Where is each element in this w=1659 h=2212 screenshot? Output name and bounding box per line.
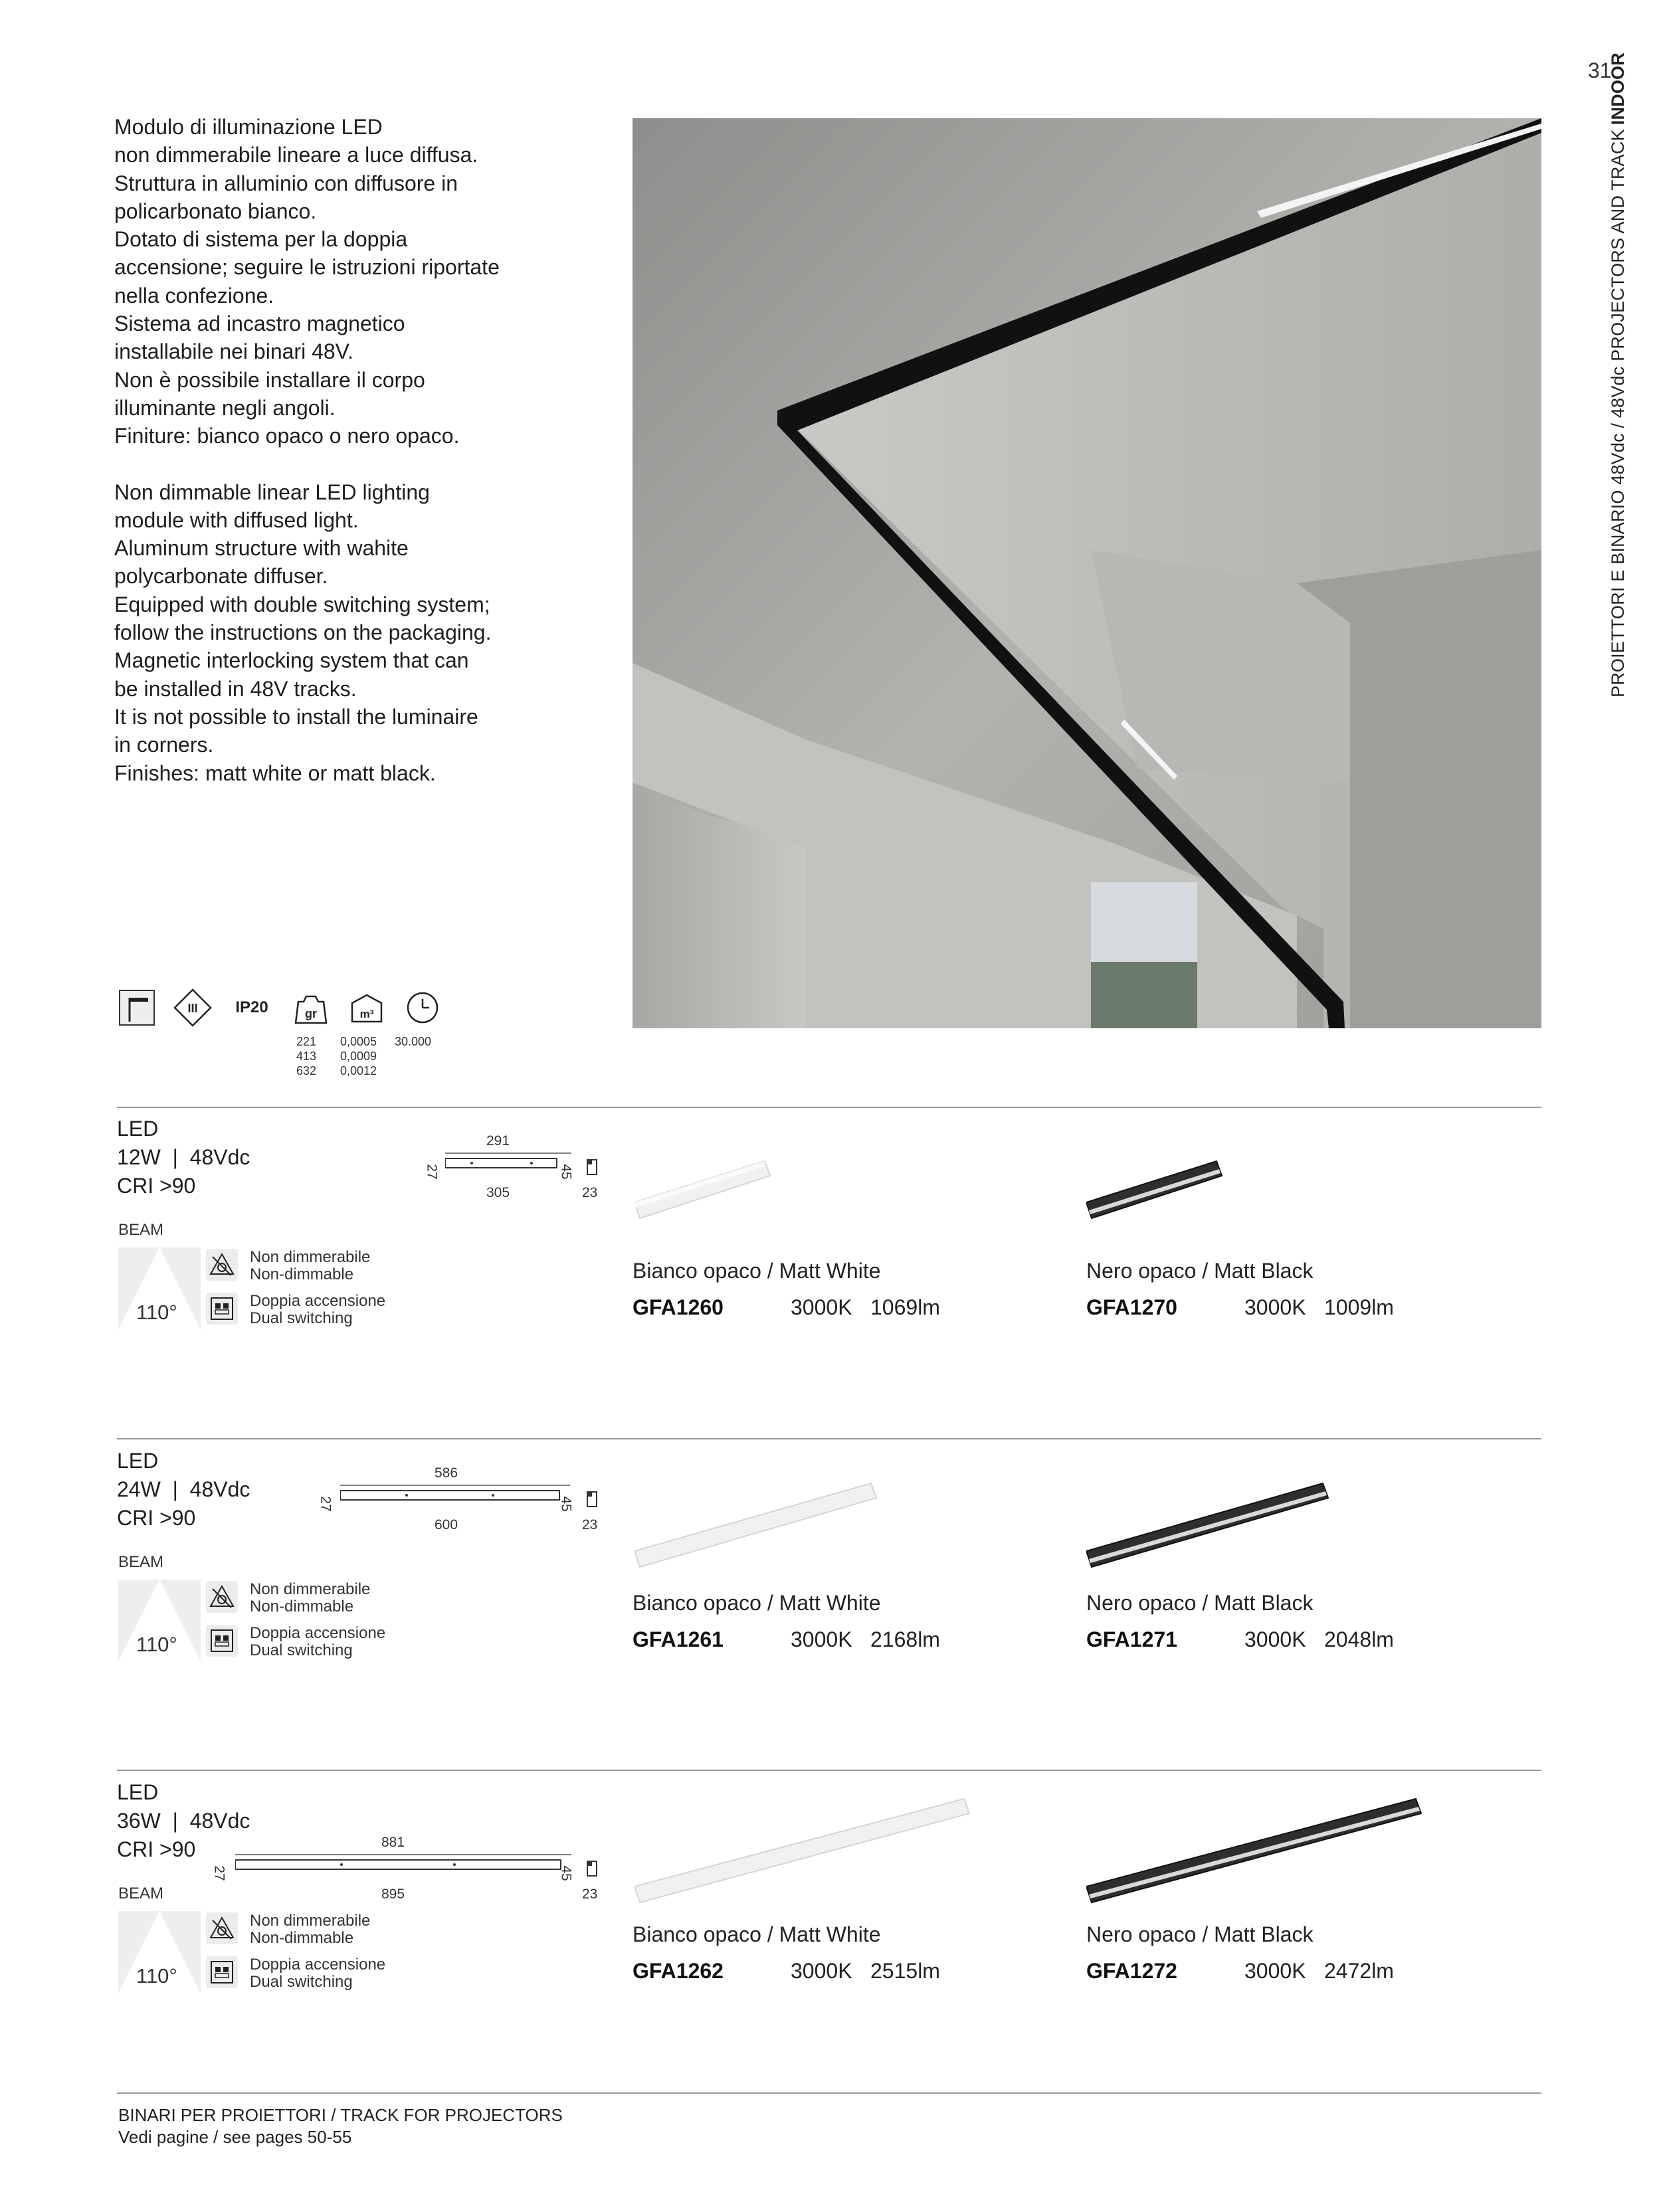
dual-switching-text: [250, 1293, 385, 1327]
height-dim: 27: [424, 1164, 440, 1180]
volume-icon-label: m³: [359, 1008, 374, 1020]
beam-label: BEAM: [118, 1221, 164, 1239]
black-module-24w-image: [1086, 1478, 1332, 1571]
black-product-code: GFA1270: [1086, 1295, 1177, 1319]
dual-switching-icon: [206, 1293, 238, 1325]
footer-track-title: BINARI PER PROIETTORI / TRACK FOR PROJECTORS: [118, 2105, 563, 2125]
lifetime-clock-icon: [403, 988, 442, 1028]
divider: [117, 1438, 1541, 1439]
white-cct: 3000K: [791, 1959, 852, 1983]
dual-switching-text: [250, 1956, 385, 1991]
white-product-code: GFA1262: [633, 1959, 724, 1983]
page-number: 31: [1588, 58, 1612, 82]
desc-it-line: non dimmerabile lineare a luce diffusa.: [114, 143, 478, 167]
desc-en-line: module with diffused light.: [114, 507, 359, 532]
white-lumen: 1069lm: [870, 1295, 940, 1319]
white-lumen: 2515lm: [870, 1959, 940, 1983]
dual-switching-icon: [206, 1956, 238, 1988]
ip-rating: IP20: [235, 998, 268, 1016]
desc-it-line: nella confezione.: [114, 283, 274, 308]
spec-block: [117, 1447, 250, 1532]
desc-it-line: Dotato di sistema per la doppia: [114, 227, 408, 252]
non-dimmable-text: [250, 1912, 370, 1947]
dual-en: Dual switching: [250, 1309, 353, 1327]
sidebar-category-text: PROIETTORI E BINARIO 48Vdc / 48Vdc PROJECTORS AND TRACK: [1608, 129, 1628, 697]
desc-it-line: installabile nei binari 48V.: [114, 339, 353, 364]
sidebar-section: INDOOR: [1608, 52, 1628, 126]
desc-en-line: in corners.: [114, 733, 214, 757]
surface-mount-icon: [117, 988, 157, 1028]
desc-it-line: Struttura in alluminio con diffusore in: [114, 171, 458, 195]
beam-angle: 110°: [136, 1633, 177, 1656]
white-cct: 3000K: [791, 1295, 852, 1319]
black-lumen: 2472lm: [1324, 1959, 1394, 1983]
white-cct: 3000K: [791, 1627, 852, 1651]
height-dim: 27: [211, 1865, 227, 1881]
dimension-drawing: [206, 1831, 611, 1910]
weight-value: 413: [296, 1050, 316, 1063]
white-lumen: 2168lm: [870, 1627, 940, 1651]
black-cct: 3000K: [1244, 1959, 1306, 1983]
outer-length: 895: [381, 1887, 405, 1902]
desc-it-line: Sistema ad incastro magnetico: [114, 312, 405, 336]
dual-it: Doppia accensione: [250, 1624, 386, 1642]
black-product-code: GFA1271: [1086, 1627, 1177, 1651]
desc-en-line: Aluminum structure with wahite: [114, 536, 409, 561]
volume-value: 0,0005: [340, 1035, 377, 1048]
power-voltage: 12W | 48Vdc: [117, 1145, 250, 1169]
desc-it-line: illuminante negli angoli.: [114, 395, 336, 420]
white-variant-name: Bianco opaco / Matt White: [633, 1259, 881, 1283]
spec-block: [117, 1115, 250, 1200]
light-source: LED: [117, 1780, 159, 1804]
non-dimmable-icon: [206, 1581, 238, 1613]
black-cct: 3000K: [1244, 1295, 1306, 1319]
white-module-24w-image: [634, 1478, 880, 1571]
spec-icons-row: [117, 988, 458, 1028]
hero-ceiling-photo: [633, 118, 1541, 1028]
cri: CRI >90: [117, 1837, 196, 1861]
weight-value: 221: [296, 1035, 316, 1048]
footer: [118, 2104, 563, 2148]
light-source: LED: [117, 1449, 159, 1473]
cri: CRI >90: [117, 1174, 196, 1198]
footer-see-pages: Vedi pagine / see pages 50-55: [118, 2127, 352, 2147]
black-cct: 3000K: [1244, 1627, 1306, 1651]
outer-length: 600: [435, 1517, 458, 1532]
desc-it-line: Non è possibile installare il corpo: [114, 367, 425, 392]
black-product-code: GFA1272: [1086, 1959, 1177, 1983]
dimension-drawing: [312, 1461, 611, 1541]
power-voltage: 36W | 48Vdc: [117, 1809, 250, 1833]
desc-en-line: Magnetic interlocking system that can: [114, 648, 469, 673]
black-variant-name: Nero opaco / Matt Black: [1086, 1922, 1314, 1946]
weights-column: [292, 1034, 316, 1078]
sidebar-category: [1608, 52, 1628, 697]
white-variant-name: Bianco opaco / Matt White: [633, 1591, 881, 1615]
white-variant-name: Bianco opaco / Matt White: [633, 1922, 881, 1946]
non-dim-en: Non-dimmable: [250, 1929, 354, 1947]
black-lumen: 2048lm: [1324, 1627, 1394, 1651]
desc-it-line: Modulo di illuminazione LED: [114, 115, 383, 139]
beam-label: BEAM: [118, 1553, 164, 1571]
side-dim: 45: [558, 1496, 574, 1512]
divider: [117, 2092, 1541, 2094]
depth-dim: 23: [582, 1887, 598, 1902]
desc-en-line: Equipped with double switching system;: [114, 592, 490, 616]
black-variant-name: Nero opaco / Matt Black: [1086, 1259, 1314, 1283]
black-variant-name: Nero opaco / Matt Black: [1086, 1591, 1314, 1615]
dual-en: Dual switching: [250, 1973, 353, 1991]
light-source: LED: [117, 1117, 159, 1141]
product-description: [114, 113, 546, 787]
desc-it-line: accensione; seguire le istruzioni riportate: [114, 255, 500, 280]
svg-text:III: III: [187, 1002, 198, 1015]
desc-en-line: follow the instructions on the packaging.: [114, 620, 492, 645]
desc-en-line: be installed in 48V tracks.: [114, 676, 357, 701]
non-dim-it: Non dimmerabile: [250, 1248, 371, 1266]
volume-icon: [347, 988, 387, 1028]
side-dim: 45: [558, 1164, 574, 1180]
volumes-column: [340, 1034, 377, 1078]
weight-value: 632: [296, 1064, 316, 1077]
height-dim: 27: [318, 1496, 334, 1512]
black-lumen: 1009lm: [1324, 1295, 1394, 1319]
weight-icon: [291, 988, 331, 1028]
beam-angle: 110°: [136, 1964, 177, 1987]
desc-en-line: Finishes: matt white or matt black.: [114, 761, 436, 785]
white-module-12w-image: [634, 1149, 774, 1222]
inner-length: 586: [435, 1465, 458, 1481]
desc-en-line: polycarbonate diffuser.: [114, 564, 328, 589]
power-voltage: 24W | 48Vdc: [117, 1477, 250, 1501]
non-dimmable-icon: [206, 1912, 238, 1944]
non-dim-en: Non-dimmable: [250, 1265, 354, 1283]
non-dim-it: Non dimmerabile: [250, 1912, 371, 1930]
depth-dim: 23: [582, 1185, 598, 1200]
inner-length: 291: [486, 1133, 510, 1149]
beam-label: BEAM: [118, 1885, 164, 1902]
depth-dim: 23: [582, 1517, 598, 1532]
white-product-code: GFA1260: [633, 1295, 724, 1319]
class-three-icon: [173, 988, 213, 1028]
beam-angle: 110°: [136, 1301, 177, 1324]
dual-en: Dual switching: [250, 1641, 353, 1659]
volume-value: 0,0012: [340, 1064, 377, 1077]
desc-it-line: Finiture: bianco opaco o nero opaco.: [114, 424, 460, 448]
desc-en-line: Non dimmable linear LED lighting: [114, 480, 430, 504]
outer-length: 305: [486, 1185, 510, 1200]
cri: CRI >90: [117, 1506, 196, 1530]
dual-switching-text: [250, 1625, 385, 1659]
inner-length: 881: [381, 1835, 405, 1850]
dual-it: Doppia accensione: [250, 1292, 386, 1310]
non-dimmable-icon: [206, 1249, 238, 1281]
divider: [117, 1107, 1541, 1108]
side-dim: 45: [558, 1865, 574, 1881]
black-module-12w-image: [1086, 1149, 1226, 1222]
dual-switching-icon: [206, 1625, 238, 1657]
black-module-36w-image: [1086, 1794, 1425, 1906]
white-product-code: GFA1261: [633, 1627, 724, 1651]
dual-it: Doppia accensione: [250, 1956, 386, 1974]
divider: [117, 1770, 1541, 1771]
weight-icon-label: gr: [305, 1007, 317, 1020]
volume-value: 0,0009: [340, 1050, 377, 1063]
non-dim-en: Non-dimmable: [250, 1598, 354, 1615]
white-module-36w-image: [634, 1794, 973, 1906]
lifetime-value: 30.000: [395, 1035, 432, 1048]
non-dimmable-text: [250, 1249, 370, 1283]
desc-en-line: It is not possible to install the luminaire: [114, 704, 478, 729]
dimension-drawing: [412, 1129, 611, 1209]
desc-it-line: policarbonato bianco.: [114, 199, 317, 223]
non-dimmable-text: [250, 1581, 370, 1615]
non-dim-it: Non dimmerabile: [250, 1580, 371, 1598]
